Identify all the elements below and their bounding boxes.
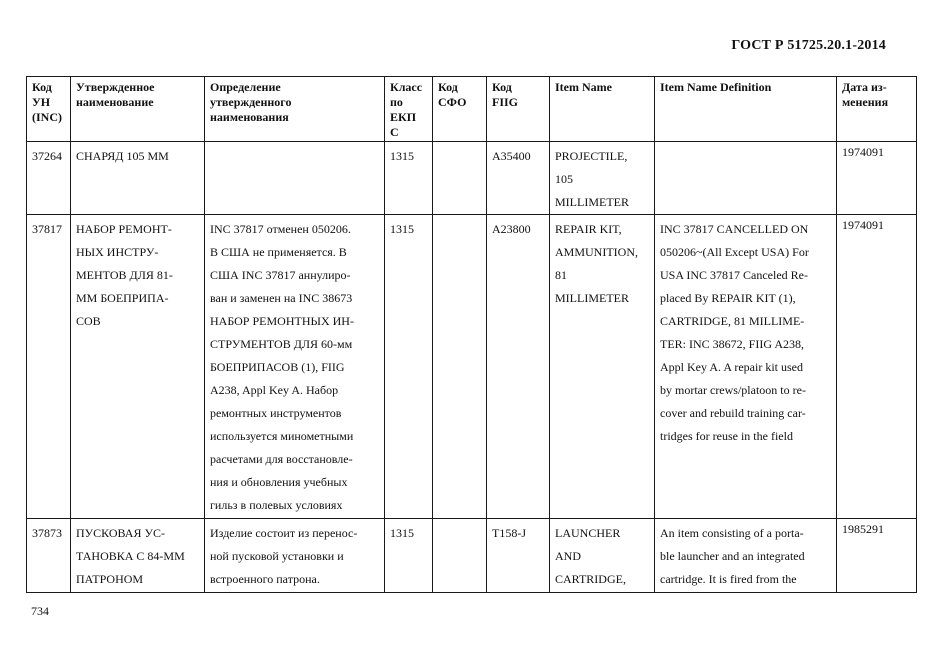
cell-inc: 37873 [27, 519, 71, 593]
cell-class: 1315 [385, 215, 433, 519]
cell-sfo [433, 215, 487, 519]
cell-fiig: A23800 [487, 215, 550, 519]
cell-inc: 37817 [27, 215, 71, 519]
cell-fiig: A35400 [487, 142, 550, 215]
header-approved-name: Утвержденное наименование [71, 77, 205, 142]
cell-date: 1974091 [837, 142, 917, 215]
cell-item-definition [655, 142, 837, 215]
table-row [27, 519, 917, 593]
cell-item-name: LAUNCHER AND CARTRIDGE, [550, 519, 655, 593]
header-change-date: Дата из- менения [837, 77, 917, 142]
cell-class: 1315 [385, 142, 433, 215]
cell-definition: Изделие состоит из перенос- ной пусковой установки и встроенного патрона. [205, 519, 385, 593]
header-item-name: Item Name [550, 77, 655, 142]
header-fiig: Код FIIG [487, 77, 550, 142]
cell-sfo [433, 519, 487, 593]
cell-definition: INC 37817 отменен 050206. В США не применяется. В США INC 37817 аннулиро- ван и заменен на INC 38673 НАБОР РЕМОНТНЫХ ИН- СТРУМЕНТОВ ДЛЯ 60-мм БОЕПРИПАСОВ (1), FIIG A238, Appl Key A. Набор ремонтных инструментов используется минометными расчетами для восстановле- ния и обновления учебных гильз в полевых условиях [205, 215, 385, 519]
page-number: 734 [31, 604, 49, 618]
cell-item-name: PROJECTILE, 105 MILLIMETER [550, 142, 655, 215]
cell-date: 1974091 [837, 215, 917, 519]
item-names-table [26, 76, 917, 593]
cell-definition [205, 142, 385, 215]
cell-item-name: REPAIR KIT, AMMUNITION, 81 MILLIMETER [550, 215, 655, 519]
table-row [27, 215, 917, 519]
cell-approved-name: СНАРЯД 105 ММ [71, 142, 205, 215]
table-header-row [27, 77, 917, 142]
header-definition: Определение утвержденного наименования [205, 77, 385, 142]
header-sfo: Код СФО [433, 77, 487, 142]
cell-item-definition: INC 37817 CANCELLED ON 050206~(All Except USA) For USA INC 37817 Canceled Re- placed By REPAIR KIT (1), CARTRIDGE, 81 MILLIME- TER: INC 38672, FIIG A238, Appl Key A. A repair kit used by mortar crews/platoon to re- cover and rebuild training car- tridges for reuse in the field [655, 215, 837, 519]
cell-fiig: T158-J [487, 519, 550, 593]
table-row [27, 142, 917, 215]
cell-inc: 37264 [27, 142, 71, 215]
standard-designation: ГОСТ Р 51725.20.1-2014 [731, 38, 886, 53]
cell-date: 1985291 [837, 519, 917, 593]
header-item-name-definition: Item Name Definition [655, 77, 837, 142]
header-class: Класс по ЕКП С [385, 77, 433, 142]
cell-approved-name: ПУСКОВАЯ УС- ТАНОВКА С 84-ММ ПАТРОНОМ [71, 519, 205, 593]
header-inc: Код УН (INC) [27, 77, 71, 142]
cell-class: 1315 [385, 519, 433, 593]
cell-approved-name: НАБОР РЕМОНТ- НЫХ ИНСТРУ- МЕНТОВ ДЛЯ 81- ММ БОЕПРИПА- СОВ [71, 215, 205, 519]
cell-item-definition: An item consisting of a porta- ble launcher and an integrated cartridge. It is fired from the [655, 519, 837, 593]
cell-sfo [433, 142, 487, 215]
